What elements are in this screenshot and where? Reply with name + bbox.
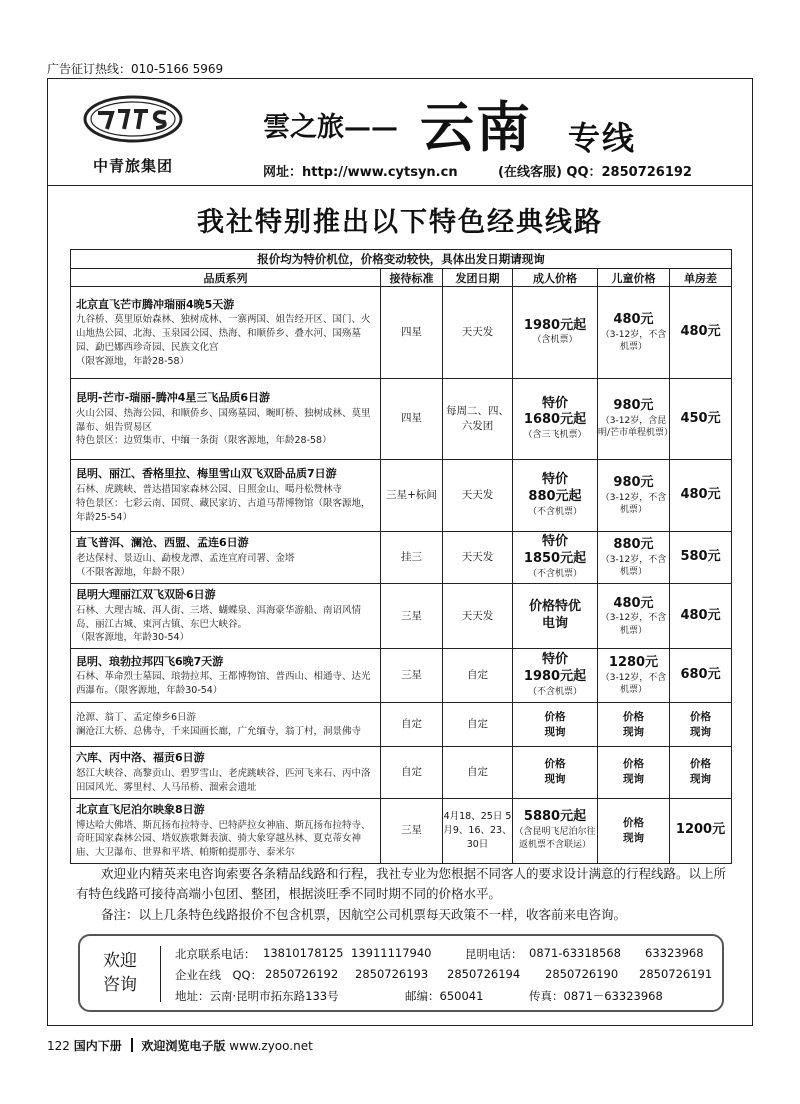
child-price-cell xyxy=(598,532,670,584)
table-row xyxy=(71,532,732,584)
qq-number[interactable]: 2850726194 xyxy=(447,967,521,981)
route-note: 特色景区：边贸集市、中缅一条街（限客源地，年龄28-58） xyxy=(76,435,332,447)
child-price-cell xyxy=(598,747,670,798)
qq-number[interactable]: 2850726191 xyxy=(639,967,713,981)
child-price-inquiry: 现询 xyxy=(623,725,644,738)
table-header-row xyxy=(71,269,732,287)
child-price-note: （3-12岁，不含机票） xyxy=(600,673,667,696)
route-desc: 博达哈大佛塔、斯瓦扬布拉特寺、巴特萨拉女神庙、斯瓦扬布拉特寺、奇旺国家森林公园、塔奴族歌舞表演、骑大象穿越丛林、夏克蒂女神庙、大卫瀑布、世界和平塔、帕斯帕提那寺、泰米尔 xyxy=(76,819,371,859)
child-price-note: （3-12岁，含昆明/芒市单程机票） xyxy=(598,416,674,439)
beijing-phone-2[interactable]: 13911117940 xyxy=(351,946,432,960)
main-title: 我社特别推出以下特色经典线路 xyxy=(197,207,603,238)
adult-price: 价格 xyxy=(544,710,566,723)
single-supplement: 480元 xyxy=(670,584,732,649)
adult-price: 1850元起 xyxy=(523,550,587,566)
table-row xyxy=(71,379,732,460)
cyts-logo xyxy=(78,93,188,179)
adult-price-cell xyxy=(513,649,598,703)
adult-price-inquiry: 现询 xyxy=(544,773,566,786)
column-header: 品质系列 xyxy=(71,269,381,287)
route-cell xyxy=(71,584,381,649)
header-band xyxy=(48,79,752,186)
table-row xyxy=(71,460,732,532)
date-cell: 4月18、25日 5月9、16、23、30日 xyxy=(443,798,513,863)
standard-cell: 三星+标间 xyxy=(381,460,443,532)
adult-price: 1680元起 xyxy=(523,412,587,428)
route-cell xyxy=(71,703,381,747)
route-title: 六库、丙中洛、福贡6日游 xyxy=(76,751,205,765)
kunming-phone-label: 昆明电话： xyxy=(465,947,523,961)
standard-cell: 自定 xyxy=(381,747,443,798)
child-price: 价格 xyxy=(623,758,644,771)
table-row xyxy=(71,287,732,379)
postcode: 邮编：650041 xyxy=(405,989,484,1003)
route-desc: 沧源、翁丁、孟定傣乡6日游 xyxy=(76,711,197,723)
adult-price-note: （含三飞机票） xyxy=(523,430,587,441)
address: 地址：云南·昆明市拓东路133号 xyxy=(175,989,339,1003)
single-supplement: 480元 xyxy=(670,460,732,532)
adult-price-label: 特价 xyxy=(541,395,568,411)
qq-number[interactable]: 2850726190 xyxy=(545,967,619,981)
cyts-logo-icon xyxy=(78,93,188,153)
adult-price-inquiry: 现询 xyxy=(544,725,566,738)
route-cell xyxy=(71,798,381,863)
adult-price-cell xyxy=(513,584,598,649)
adult-price-note: （含昆明飞尼泊尔往返机票不含联运） xyxy=(514,827,596,851)
route-note: （限客源地，年龄28-58） xyxy=(76,355,190,367)
child-price-cell xyxy=(598,287,670,379)
route-desc: 火山公园、热海公园、和顺侨乡、国殇墓园、畹町桥、独树成林、莫里瀑布、姐告贸易区 xyxy=(76,407,371,433)
child-price: 1280元 xyxy=(608,655,659,671)
child-price: 480元 xyxy=(613,311,654,327)
footer-url[interactable]: www.zyoo.net xyxy=(229,1039,313,1053)
standard-cell: 自定 xyxy=(381,703,443,747)
ebook-welcome: 欢迎浏览电子版 xyxy=(141,1039,226,1053)
date-cell: 自定 xyxy=(443,649,513,703)
standard-cell: 挂三 xyxy=(381,532,443,584)
route-title: 直飞普洱、澜沧、西盟、孟连6日游 xyxy=(76,536,249,550)
child-price: 480元 xyxy=(613,595,654,611)
adult-price-note: （不含机票） xyxy=(527,568,582,579)
section-label: 国内下册 xyxy=(73,1039,122,1053)
adult-price: 价格特优 xyxy=(528,599,581,615)
welcome-label xyxy=(88,950,152,998)
adult-price-label: 特价 xyxy=(541,652,568,668)
child-price: 价格 xyxy=(623,710,644,723)
adult-price-cell xyxy=(513,703,598,747)
single-price-inquiry: 现询 xyxy=(690,773,712,786)
route-cell xyxy=(71,649,381,703)
route-cell xyxy=(71,532,381,584)
adult-price-cell xyxy=(513,798,598,863)
route-note: 特色景区：七彩云南、国贸、藏民家访、古道马帮博物馆（限客源地，年龄25-54） xyxy=(76,498,371,523)
adult-price-cell xyxy=(513,532,598,584)
adult-price-note: （不含机票） xyxy=(527,687,582,698)
route-title: 昆明、琅勃拉邦四飞6晚7天游 xyxy=(76,654,224,668)
yunnan-calligraphy: 云南 xyxy=(420,95,532,159)
intro-paragraph: 欢迎业内精英来电咨询索要各条精品线路和行程，我社专业为您根据不同客人的要求设计满意的行程线路。以上所有特色线路可接待高端小包团、整团，根据淡旺季不同时期不同的价格水平。 xyxy=(76,866,727,902)
single-supplement: 580元 xyxy=(670,532,732,584)
contact-box xyxy=(78,934,724,1012)
adult-price-cell xyxy=(513,460,598,532)
kunming-phone-2[interactable]: 63323968 xyxy=(645,946,704,960)
adult-price: 价格 xyxy=(544,758,566,771)
adult-price: 1980元起 xyxy=(523,317,587,333)
child-price-note: （3-12岁，不含机票） xyxy=(600,492,667,515)
single-supplement: 680元 xyxy=(670,649,732,703)
table-row xyxy=(71,649,732,703)
beijing-phone-label: 北京联系电话： xyxy=(175,947,256,961)
adult-price-note: （含机票） xyxy=(532,335,578,346)
child-price: 980元 xyxy=(613,474,654,490)
date-cell: 自定 xyxy=(443,747,513,798)
child-price-cell xyxy=(598,584,670,649)
route-note: （限客源地，年龄30-54） xyxy=(76,632,190,644)
table-row xyxy=(71,798,732,863)
routes-table xyxy=(70,249,732,864)
remark-paragraph: 备注：以上几条特色线路报价不包含机票，因航空公司机票每天政策不一样，收客前来电咨询。 xyxy=(101,906,627,922)
adult-price-cell xyxy=(513,747,598,798)
column-header: 发团日期 xyxy=(443,269,513,287)
child-price-cell xyxy=(598,798,670,863)
route-note: （不限客源地，年龄不限） xyxy=(76,566,191,578)
online-service-qq: (在线客服) QQ：2850726192 xyxy=(498,165,692,180)
zhuanxian-calligraphy: 专线 xyxy=(568,119,637,157)
date-cell: 天天发 xyxy=(443,287,513,379)
ad-hotline: 广告征订热线：010-5166 5969 xyxy=(47,62,224,76)
route-cell xyxy=(71,287,381,379)
table-row xyxy=(71,747,732,798)
qq-number[interactable]: 2850726192 xyxy=(265,967,339,981)
route-desc: 石林、虎跳峡、普达措国家森林公园、日照金山、噶丹松赞林寺 xyxy=(76,484,343,496)
advertisement-frame xyxy=(47,78,753,1026)
date-cell: 每周二、四、六发团 xyxy=(443,379,513,460)
column-header: 儿童价格 xyxy=(598,269,670,287)
date-cell: 天天发 xyxy=(443,460,513,532)
route-cell xyxy=(71,460,381,532)
adult-price-inquiry: 电询 xyxy=(541,616,568,632)
price-notice: 报价均为特价机位，价格变动较快，具体出发日期请现询 xyxy=(71,250,732,269)
single-supplement: 480元 xyxy=(670,287,732,379)
qq-number[interactable]: 2850726193 xyxy=(355,967,429,981)
adult-price-label: 特价 xyxy=(541,534,568,550)
child-price-cell xyxy=(598,379,674,460)
adult-price-note: （不含机票） xyxy=(527,506,582,517)
column-header: 接待标准 xyxy=(381,269,443,287)
child-price-cell xyxy=(598,460,670,532)
welcome-text: 欢迎 xyxy=(103,951,137,971)
date-cell: 天天发 xyxy=(443,532,513,584)
child-price: 价格 xyxy=(623,816,644,829)
child-price: 880元 xyxy=(613,536,654,552)
price-notice-row xyxy=(71,250,732,269)
standard-cell: 三星 xyxy=(381,584,443,649)
route-cell xyxy=(71,379,381,460)
single-supplement xyxy=(670,747,732,798)
child-price-inquiry: 现询 xyxy=(623,831,644,844)
child-price-cell xyxy=(598,649,670,703)
standard-cell: 三星 xyxy=(381,649,443,703)
adult-price: 1980元起 xyxy=(523,669,587,685)
adult-price-cell xyxy=(513,287,598,379)
website-url[interactable]: 网址：http://www.cytsyn.cn xyxy=(263,165,458,180)
single-supplement: 1200元 xyxy=(670,798,732,863)
route-title: 北京直飞芒市腾冲瑞丽4晚5天游 xyxy=(76,297,235,311)
standard-cell: 三星 xyxy=(381,798,443,863)
adult-price: 880元起 xyxy=(528,488,582,504)
route-cell xyxy=(71,747,381,798)
route-title: 北京直飞尼泊尔映象8日游 xyxy=(76,802,205,816)
standard-cell: 四星 xyxy=(381,287,443,379)
date-cell: 天天发 xyxy=(443,584,513,649)
adult-price-cell xyxy=(513,379,598,460)
beijing-phone-1[interactable]: 13810178125 xyxy=(263,946,344,960)
adult-price-label: 特价 xyxy=(541,472,568,488)
column-header: 成人价格 xyxy=(513,269,598,287)
qq-label: 企业在线 QQ： xyxy=(175,968,263,982)
child-price-note: （3-12岁，不含机票） xyxy=(600,329,667,352)
child-price-inquiry: 现询 xyxy=(623,773,644,786)
footer-separator xyxy=(131,1038,133,1052)
single-price: 价格 xyxy=(690,758,712,771)
route-title: 昆明、丽江、香格里拉、梅里雪山双飞双卧品质7日游 xyxy=(76,467,337,481)
date-cell: 自定 xyxy=(443,703,513,747)
child-price-cell xyxy=(598,703,670,747)
table-row xyxy=(71,703,732,747)
single-price: 价格 xyxy=(690,710,712,723)
child-price: 980元 xyxy=(613,398,654,414)
fax: 传真：0871－63323968 xyxy=(529,989,663,1003)
intro-text xyxy=(76,864,736,925)
kunming-phone-1[interactable]: 0871-63318568 xyxy=(529,946,621,960)
route-title: 昆明-芒市-瑞丽-腾冲4星三飞品质6日游 xyxy=(76,390,271,404)
page-number: 122 xyxy=(47,1039,70,1053)
adult-price: 5880元起 xyxy=(523,809,587,825)
single-price-inquiry: 现询 xyxy=(690,725,712,738)
child-price-note: （3-12岁，不含机票） xyxy=(600,554,667,577)
route-desc: 石林、大理古城、洱人街、三塔、蝴蝶泉、洱海豪华游船、南诏风情岛、丽江古城、束河古镇、东巴大峡谷。 xyxy=(76,604,362,630)
route-desc-detail: 澜沧江大桥、总佛寺，千来国画长廊，广允缅寺，翁丁村，洞景佛寺 xyxy=(76,725,362,737)
logo-company-name: 中青旅集团 xyxy=(92,157,173,175)
page-footer xyxy=(47,1037,313,1054)
single-supplement: 450元 xyxy=(670,379,732,460)
route-desc: 石林、革命烈士墓园、琅勃拉邦、王都博物馆、普西山、相通寺、达光西瀑布。（限客源地，年龄30-54） xyxy=(76,671,371,697)
child-price-note: （3-12岁，不含机票） xyxy=(600,613,667,636)
contact-divider xyxy=(160,946,161,1002)
column-header: 单房差 xyxy=(670,269,732,287)
standard-cell: 四星 xyxy=(381,379,443,460)
route-title: 昆明大理丽江双飞双卧6日游 xyxy=(76,588,216,601)
route-desc: 九谷桥、莫里原始森林、独树成林、一寨两国、姐告经开区、国门、火山地热公园、北海、玉泉园公园、热海、和顺侨乡、叠水河、国殇墓园、勐巴娜西珍奇园、民族文化宫 xyxy=(76,314,371,353)
route-desc: 老达保村、景迈山、勐梭龙潭、孟连宣府司署、金塔 xyxy=(76,553,295,565)
route-desc: 怒江大峡谷、高黎贡山、碧罗雪山、老虎跳峡谷、匹河飞来石、丙中洛田园风光、雾里村、人马吊桥、溜索会遗址 xyxy=(76,768,371,793)
consult-text: 咨询 xyxy=(103,974,137,995)
table-row xyxy=(71,584,732,649)
brand-name: 雲之旅—— xyxy=(263,112,398,143)
single-supplement xyxy=(670,703,732,747)
